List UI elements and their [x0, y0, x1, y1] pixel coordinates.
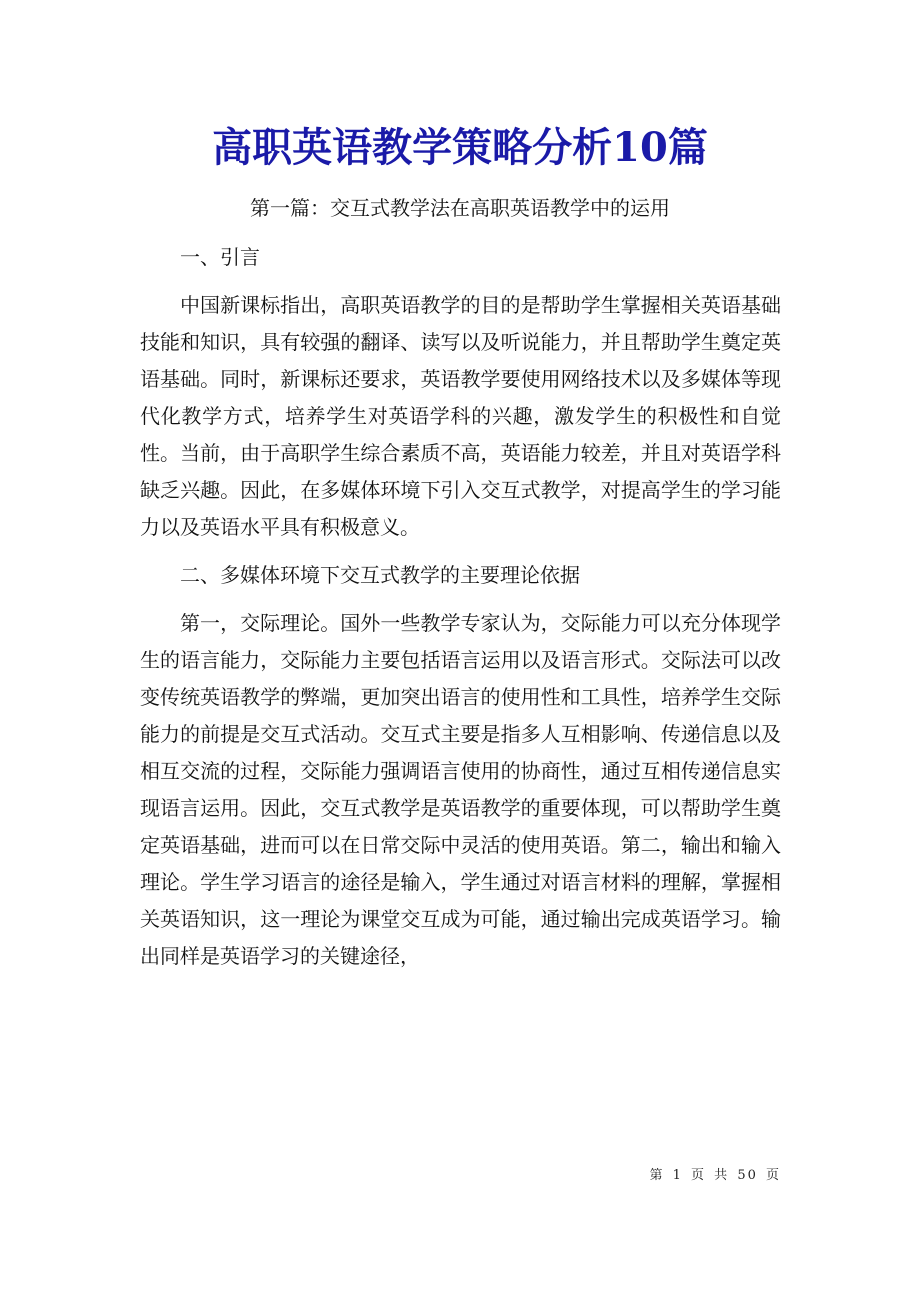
- document-body: [140, 239, 781, 975]
- section-heading-theory: 二、多媒体环境下交互式教学的主要理论依据: [180, 563, 580, 587]
- document-title: 高职英语教学策略分析10篇: [212, 124, 708, 171]
- section-heading-introduction: 一、引言: [180, 245, 260, 269]
- paragraph-theory: 第一，交际理论。国外一些教学专家认为，交际能力可以充分体现学生的语言能力，交际能力主要包括语言运用以及语言形式。交际法可以改变传统英语教学的弊端，更加突出语言的使用性和工具性，培养学生交际能力的前提是交互式活动。交互式主要是指多人互相影响、传递信息以及相互交流的过程，交际能力强调语言使用的协商性，通过互相传递信息实现语言运用。因此，交互式教学是英语教学的重要体现，可以帮助学生奠定英语基础，进而可以在日常交际中灵活的使用英语。第二，输出和输入理论。学生学习语言的途径是输入，学生通过对语言材料的理解，掌握相关英语知识，这一理论为课堂交互成为可能，通过输出完成英语学习。输出同样是英语学习的关键途径，: [140, 611, 781, 968]
- chapter-subtitle: 第一篇：交互式教学法在高职英语教学中的运用: [250, 196, 670, 220]
- page-number-footer: 第 1 页 共 50 页: [649, 1168, 781, 1183]
- paragraph-introduction: 中国新课标指出，高职英语教学的目的是帮助学生掌握相关英语基础技能和知识，具有较强的翻译、读写以及听说能力，并且帮助学生奠定英语基础。同时，新课标还要求，英语教学要使用网络技术以及多媒体等现代化教学方式，培养学生对英语学科的兴趣，激发学生的积极性和自觉性。当前，由于高职学生综合素质不高，英语能力较差，并且对英语学科缺乏兴趣。因此，在多媒体环境下引入交互式教学，对提高学生的学习能力以及英语水平具有积极意义。: [140, 293, 781, 539]
